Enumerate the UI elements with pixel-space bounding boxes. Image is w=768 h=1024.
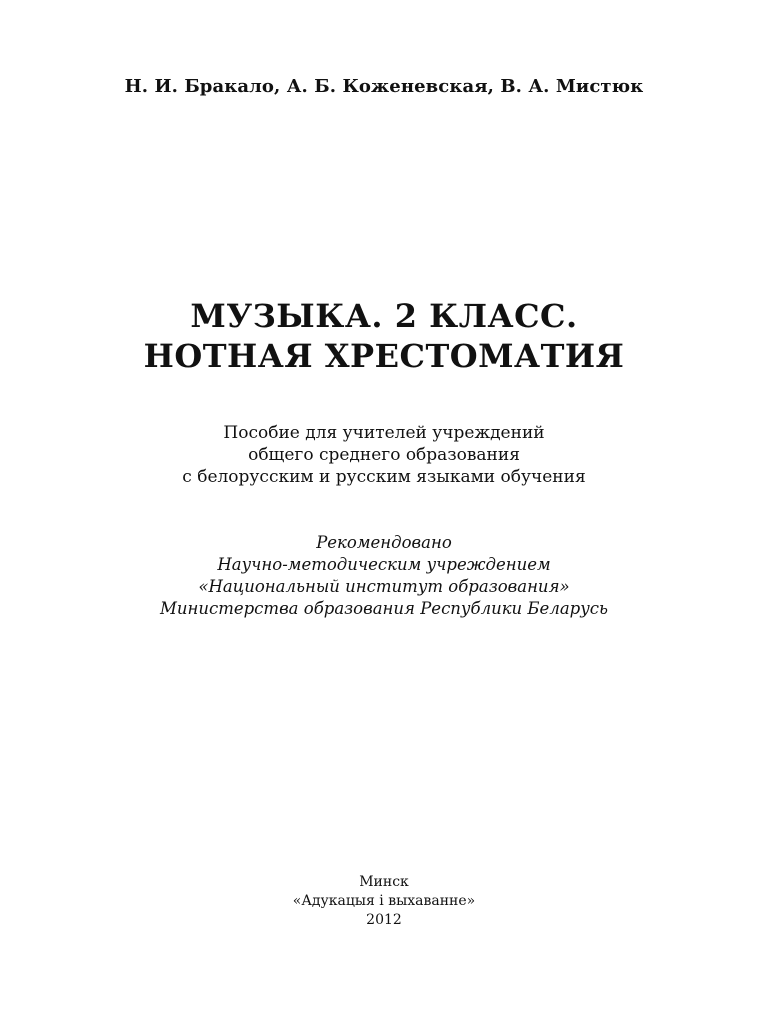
book-title-line-1: МУЗЫКА. 2 КЛАСС. [190,297,578,335]
book-title-line-2: НОТНАЯ ХРЕСТОМАТИЯ [143,337,625,375]
subtitle-line-1: Пособие для учителей учреждений [223,423,545,443]
imprint-year: 2012 [366,912,402,928]
subtitle-line-3: с белорусским и русским языками обучения [182,467,586,487]
imprint-publisher: «Адукацыя і выхаванне» [292,893,476,909]
book-subtitle [0,422,768,488]
recommendation-line-1: Рекомендовано [316,533,452,552]
recommendation-line-4: Министерства образования Республики Беларусь [159,599,609,618]
subtitle-line-2: общего среднего образования [248,445,520,465]
book-title [0,296,768,376]
recommendation-line-3: «Национальный институт образования» [198,577,570,596]
authors: Н. И. Бракало, А. Б. Коженевская, В. А. Мистюк [124,76,644,97]
imprint-city: Минск [359,874,409,890]
recommendation-line-2: Научно-методическим учреждением [217,555,551,574]
recommendation [0,532,768,620]
imprint [0,873,768,930]
